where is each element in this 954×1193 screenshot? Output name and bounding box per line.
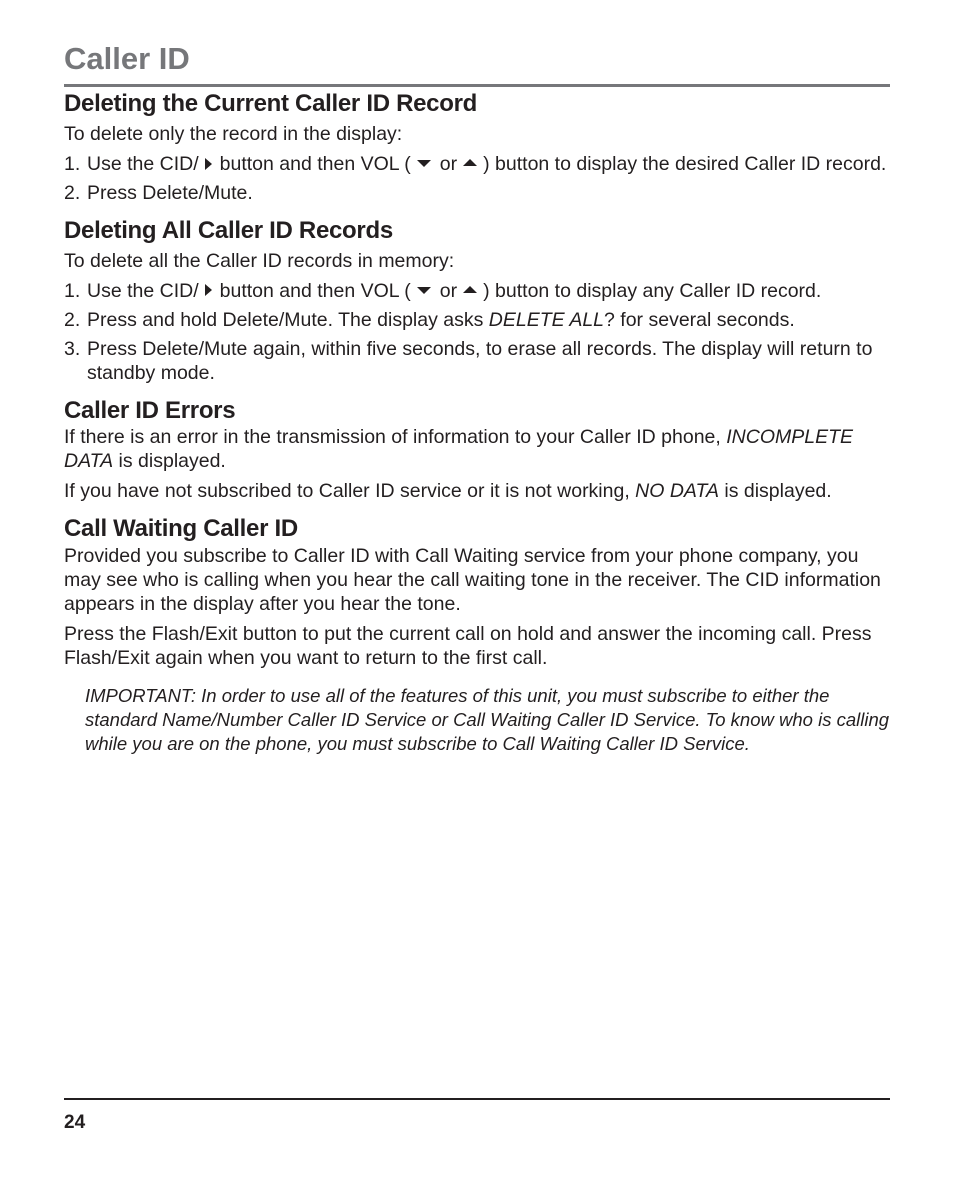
step-text: Use the CID/ xyxy=(87,279,199,302)
step-number: 2. xyxy=(64,308,81,331)
display-message: NO DATA xyxy=(635,480,719,503)
step-text: Use the CID/ xyxy=(87,152,199,175)
step-number: 1. xyxy=(64,152,81,175)
step-number: 2. xyxy=(64,181,81,204)
section-intro: To delete only the record in the display: xyxy=(64,122,403,145)
right-triangle-icon xyxy=(205,158,212,170)
section-heading: Call Waiting Caller ID xyxy=(64,515,298,543)
section-heading: Caller ID Errors xyxy=(64,396,236,424)
display-message: INCOMPLETE DATA xyxy=(64,426,854,473)
section-heading: Deleting All Caller ID Records xyxy=(64,216,393,244)
paragraph-text: If there is an error in the transmission of information to your Caller ID phone, xyxy=(64,426,727,449)
section-delete-all xyxy=(64,217,890,385)
step-text: Press and hold Delete/Mute. The display asks xyxy=(87,308,489,331)
step-item xyxy=(64,279,890,303)
down-triangle-icon xyxy=(417,287,431,294)
step-text: Press Delete/Mute again, within five seconds, to erase all records. The display will return to standby mode. xyxy=(87,337,873,384)
title-divider xyxy=(64,84,890,87)
step-text: ) button to display any Caller ID record. xyxy=(483,279,822,302)
page-number: 24 xyxy=(64,1112,86,1133)
section-delete-current xyxy=(64,90,890,205)
important-note: IMPORTANT: In order to use all of the features of this unit, you must subscribe to either the standard Name/Number Caller ID Service or Call Waiting Caller ID Service. To know who is calling while you are on the phone, you must subscribe to Call Waiting Caller ID Service. xyxy=(85,685,890,755)
step-list xyxy=(64,279,890,385)
up-triangle-icon xyxy=(463,159,477,166)
page-title: Caller ID xyxy=(64,41,190,76)
paragraph-text: is displayed. xyxy=(113,450,226,473)
step-item xyxy=(64,308,890,332)
step-item xyxy=(64,152,890,176)
step-number: 3. xyxy=(64,337,81,360)
section-heading: Deleting the Current Caller ID Record xyxy=(64,90,477,117)
body-paragraph xyxy=(64,425,890,473)
right-triangle-icon xyxy=(205,284,212,296)
section-intro: To delete all the Caller ID records in memory: xyxy=(64,249,455,272)
step-text: ? for several seconds. xyxy=(604,308,795,331)
body-paragraph xyxy=(64,479,890,503)
step-item xyxy=(64,181,890,205)
step-text: button and then VOL ( xyxy=(219,279,411,302)
step-text: button and then VOL ( xyxy=(219,152,411,175)
body-paragraph: Provided you subscribe to Caller ID with Call Waiting service from your phone company, you may see who is calling when you hear the call waiting tone in the receiver. The CID information appears in the display after you hear the tone. xyxy=(64,545,881,616)
step-number: 1. xyxy=(64,279,81,302)
down-triangle-icon xyxy=(417,160,431,167)
page-content xyxy=(64,90,890,756)
step-text: ) button to display the desired Caller ID record. xyxy=(483,152,887,175)
paragraph-text: If you have not subscribed to Caller ID service or it is not working, xyxy=(64,480,636,503)
body-paragraph: Press the Flash/Exit button to put the current call on hold and answer the incoming call. Press Flash/Exit again when you want to return to the first call. xyxy=(64,623,872,670)
up-triangle-icon xyxy=(463,286,477,293)
footer-divider xyxy=(64,1098,890,1100)
step-text: or xyxy=(439,152,458,175)
paragraph-text: is displayed. xyxy=(718,480,832,503)
display-message: DELETE ALL xyxy=(488,308,605,331)
step-text: Press Delete/Mute. xyxy=(87,181,253,204)
step-list xyxy=(64,152,890,205)
section-call-waiting xyxy=(64,515,890,756)
step-text: or xyxy=(439,279,458,302)
section-caller-id-errors xyxy=(64,397,890,504)
step-item xyxy=(64,337,890,385)
